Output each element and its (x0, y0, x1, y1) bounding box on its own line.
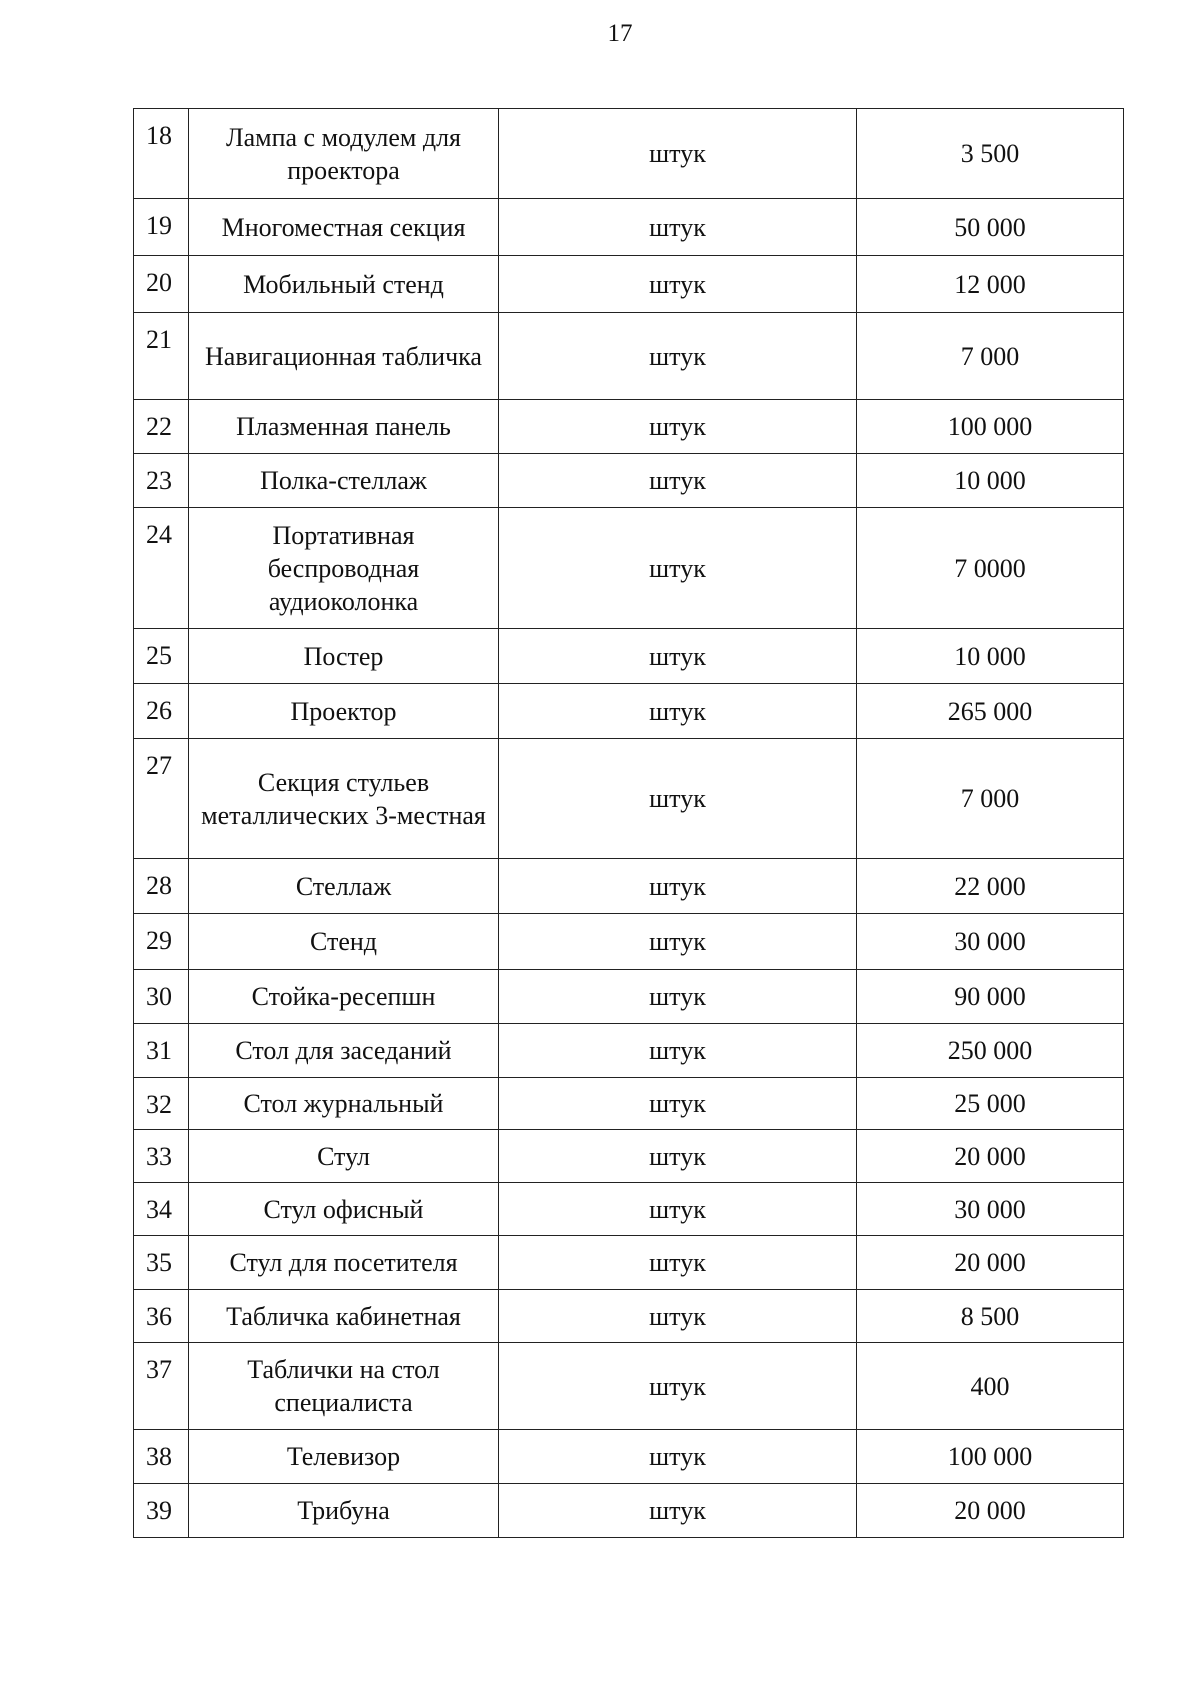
unit-cell: штук (499, 1078, 857, 1130)
item-name-cell: Многоместная секция (189, 199, 499, 256)
table-row (134, 454, 1124, 508)
item-name-cell: Стойка-ресепшн (189, 970, 499, 1024)
price-table (133, 108, 1124, 1538)
item-name-cell: Трибуна (189, 1484, 499, 1538)
price-cell: 20 000 (857, 1130, 1124, 1183)
row-number-cell: 33 (134, 1130, 189, 1183)
table-row (134, 313, 1124, 400)
unit-cell: штук (499, 1290, 857, 1343)
row-number-cell: 34 (134, 1183, 189, 1236)
price-cell: 400 (857, 1343, 1124, 1430)
item-name-cell: Секция стульев металлических 3-местная (189, 739, 499, 859)
price-cell: 30 000 (857, 1183, 1124, 1236)
item-name-cell: Стол журнальный (189, 1078, 499, 1130)
unit-cell: штук (499, 400, 857, 454)
price-cell: 3 500 (857, 109, 1124, 199)
item-name-cell: Стол для заседаний (189, 1024, 499, 1078)
row-number-cell: 32 (134, 1078, 189, 1130)
item-name-cell: Табличка кабинетная (189, 1290, 499, 1343)
table-row (134, 256, 1124, 313)
item-name-cell: Стул офисный (189, 1183, 499, 1236)
item-name-cell: Телевизор (189, 1430, 499, 1484)
row-number-cell: 25 (134, 629, 189, 684)
price-cell: 10 000 (857, 454, 1124, 508)
price-cell: 8 500 (857, 1290, 1124, 1343)
table-row (134, 109, 1124, 199)
item-name-cell: Таблички на стол специалиста (189, 1343, 499, 1430)
unit-cell: штук (499, 1236, 857, 1290)
table-row (134, 508, 1124, 629)
price-cell: 25 000 (857, 1078, 1124, 1130)
table-row (134, 1183, 1124, 1236)
unit-cell: штук (499, 684, 857, 739)
table-row (134, 1430, 1124, 1484)
row-number-cell: 30 (134, 970, 189, 1024)
price-cell: 50 000 (857, 199, 1124, 256)
item-name-cell: Стенд (189, 914, 499, 970)
table-row (134, 1343, 1124, 1430)
item-name-cell: Постер (189, 629, 499, 684)
unit-cell: штук (499, 1484, 857, 1538)
row-number-cell: 36 (134, 1290, 189, 1343)
item-name-cell: Портативная беспроводная аудиоколонка (189, 508, 499, 629)
row-number-cell: 31 (134, 1024, 189, 1078)
table-row (134, 739, 1124, 859)
price-cell: 10 000 (857, 629, 1124, 684)
item-name-cell: Плазменная панель (189, 400, 499, 454)
price-cell: 265 000 (857, 684, 1124, 739)
table-row (134, 1078, 1124, 1130)
item-name-cell: Стул (189, 1130, 499, 1183)
unit-cell: штук (499, 629, 857, 684)
price-cell: 20 000 (857, 1236, 1124, 1290)
item-name-cell: Мобильный стенд (189, 256, 499, 313)
unit-cell: штук (499, 1430, 857, 1484)
row-number-cell: 21 (134, 313, 189, 400)
unit-cell: штук (499, 256, 857, 313)
table-row (134, 1130, 1124, 1183)
row-number-cell: 20 (134, 256, 189, 313)
table-row (134, 684, 1124, 739)
price-cell: 100 000 (857, 400, 1124, 454)
table-row (134, 400, 1124, 454)
table-row (134, 1290, 1124, 1343)
table-row (134, 914, 1124, 970)
price-cell: 7 000 (857, 313, 1124, 400)
unit-cell: штук (499, 970, 857, 1024)
item-name-cell: Стеллаж (189, 859, 499, 914)
row-number-cell: 38 (134, 1430, 189, 1484)
unit-cell: штук (499, 1024, 857, 1078)
price-cell: 20 000 (857, 1484, 1124, 1538)
unit-cell: штук (499, 739, 857, 859)
unit-cell: штук (499, 1130, 857, 1183)
table-body (134, 109, 1124, 1538)
unit-cell: штук (499, 109, 857, 199)
row-number-cell: 24 (134, 508, 189, 629)
unit-cell: штук (499, 454, 857, 508)
price-cell: 12 000 (857, 256, 1124, 313)
row-number-cell: 35 (134, 1236, 189, 1290)
unit-cell: штук (499, 914, 857, 970)
item-name-cell: Навигационная табличка (189, 313, 499, 400)
row-number-cell: 39 (134, 1484, 189, 1538)
row-number-cell: 27 (134, 739, 189, 859)
row-number-cell: 18 (134, 109, 189, 199)
table-row (134, 1024, 1124, 1078)
price-cell: 100 000 (857, 1430, 1124, 1484)
price-cell: 22 000 (857, 859, 1124, 914)
price-cell: 7 0000 (857, 508, 1124, 629)
unit-cell: штук (499, 1183, 857, 1236)
row-number-cell: 26 (134, 684, 189, 739)
row-number-cell: 28 (134, 859, 189, 914)
price-cell: 90 000 (857, 970, 1124, 1024)
row-number-cell: 37 (134, 1343, 189, 1430)
item-name-cell: Полка-стеллаж (189, 454, 499, 508)
table-row (134, 1484, 1124, 1538)
row-number-cell: 19 (134, 199, 189, 256)
unit-cell: штук (499, 313, 857, 400)
item-name-cell: Стул для посетителя (189, 1236, 499, 1290)
table-row (134, 859, 1124, 914)
unit-cell: штук (499, 508, 857, 629)
unit-cell: штук (499, 199, 857, 256)
price-cell: 7 000 (857, 739, 1124, 859)
row-number-cell: 29 (134, 914, 189, 970)
table-row (134, 629, 1124, 684)
table-row (134, 1236, 1124, 1290)
price-cell: 30 000 (857, 914, 1124, 970)
row-number-cell: 22 (134, 400, 189, 454)
unit-cell: штук (499, 1343, 857, 1430)
table-row (134, 970, 1124, 1024)
unit-cell: штук (499, 859, 857, 914)
table-row (134, 199, 1124, 256)
item-name-cell: Лампа с модулем для проектора (189, 109, 499, 199)
item-name-cell: Проектор (189, 684, 499, 739)
price-cell: 250 000 (857, 1024, 1124, 1078)
page-number: 17 (607, 20, 633, 47)
row-number-cell: 23 (134, 454, 189, 508)
